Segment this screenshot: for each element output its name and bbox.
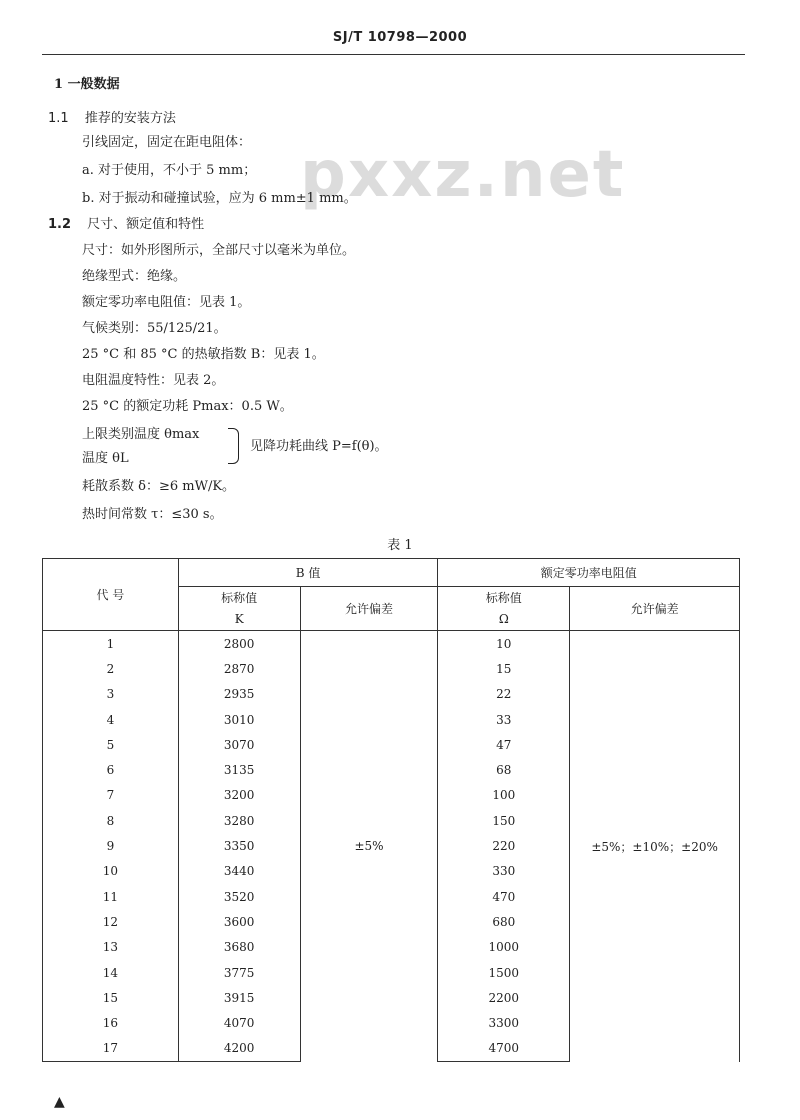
- cell-code: 6: [43, 757, 179, 782]
- cell-b-nominal: 3775: [178, 960, 300, 985]
- mounting-item-a: a. 对于使用，不小于 5 mm；: [82, 163, 257, 178]
- section-1-1-number: 1.1: [48, 111, 69, 126]
- cell-b-nominal: 4200: [178, 1036, 300, 1062]
- cell-r-nominal: 1000: [438, 935, 570, 960]
- section-1-1-title: 推荐的安装方法: [84, 111, 176, 126]
- section-1-1-heading: [48, 110, 176, 128]
- cell-r-nominal: 10: [438, 631, 570, 657]
- section-1-2-title: 尺寸、额定值和特性: [87, 217, 205, 232]
- derating-curve-ref: 见降功耗曲线 P=f(θ)。: [250, 439, 388, 454]
- cell-b-nominal: 4070: [178, 1010, 300, 1035]
- cell-code: 17: [43, 1036, 179, 1062]
- cell-code: 5: [43, 732, 179, 757]
- spec-line: 额定零功率电阻值：见表 1。: [82, 295, 251, 310]
- header-code: 代 号: [43, 559, 179, 631]
- cell-r-nominal: 100: [438, 783, 570, 808]
- cell-r-nominal: 2200: [438, 985, 570, 1010]
- table-row: [43, 631, 740, 657]
- cell-r-nominal: 15: [438, 656, 570, 681]
- cell-r-nominal: 150: [438, 808, 570, 833]
- cell-code: 4: [43, 707, 179, 732]
- spec-line: 绝缘型式：绝缘。: [82, 269, 187, 284]
- cell-code: 10: [43, 859, 179, 884]
- cell-code: 2: [43, 656, 179, 681]
- cell-r-nominal: 680: [438, 909, 570, 934]
- header-r-unit: Ω: [438, 609, 570, 631]
- dissipation-factor: 耗散系数 δ：≥6 mW/K。: [82, 479, 236, 494]
- cell-code: 12: [43, 909, 179, 934]
- cell-r-nominal: 68: [438, 757, 570, 782]
- section-1-2-number: 1.2: [48, 217, 72, 232]
- footnote-mark: ▲: [54, 1094, 65, 1110]
- spec-line: 电阻温度特性：见表 2。: [82, 373, 225, 388]
- standard-number-header: SJ/T 10798—2000: [332, 30, 468, 45]
- cell-r-nominal: 47: [438, 732, 570, 757]
- cell-b-nominal: 2800: [178, 631, 300, 657]
- header-rated-resistance: 额定零功率电阻值: [438, 559, 740, 587]
- cell-b-nominal: 2870: [178, 656, 300, 681]
- header-b-value: B 值: [178, 559, 438, 587]
- table-title: 表 1: [387, 538, 413, 553]
- header-b-nominal: 标称值: [178, 587, 300, 609]
- cell-b-nominal: 3350: [178, 833, 300, 858]
- cell-r-nominal: 330: [438, 859, 570, 884]
- spec-line: 尺寸：如外形图所示，全部尺寸以毫米为单位。: [82, 243, 356, 258]
- table-1: [42, 558, 740, 1062]
- thermal-time-constant: 热时间常数 τ：≤30 s。: [82, 507, 223, 522]
- spec-line: 25 °C 和 85 °C 的热敏指数 B：见表 1。: [82, 347, 325, 362]
- upper-category-temp: 上限类别温度 θmax: [82, 427, 200, 442]
- spec-line: 25 °C 的额定功耗 Pmax：0.5 W。: [82, 399, 293, 414]
- watermark: pxxz.net: [300, 138, 626, 212]
- cell-b-nominal: 2935: [178, 682, 300, 707]
- cell-b-nominal: 3440: [178, 859, 300, 884]
- brace: [228, 428, 239, 464]
- cell-code: 8: [43, 808, 179, 833]
- cell-code: 9: [43, 833, 179, 858]
- lower-temp: 温度 θL: [82, 451, 129, 466]
- cell-code: 1: [43, 631, 179, 657]
- cell-b-tolerance: ±5%: [300, 631, 438, 1062]
- cell-r-nominal: 470: [438, 884, 570, 909]
- spec-line: 气候类别：55/125/21。: [82, 321, 227, 336]
- cell-code: 11: [43, 884, 179, 909]
- section-1-2-heading: [48, 216, 204, 234]
- cell-code: 15: [43, 985, 179, 1010]
- cell-code: 16: [43, 1010, 179, 1035]
- mounting-text: 引线固定，固定在距电阻体：: [82, 135, 252, 150]
- cell-b-nominal: 3280: [178, 808, 300, 833]
- cell-r-nominal: 4700: [438, 1036, 570, 1062]
- header-b-unit: K: [178, 609, 300, 631]
- header-r-nominal: 标称值: [438, 587, 570, 609]
- cell-b-nominal: 3070: [178, 732, 300, 757]
- cell-r-nominal: 1500: [438, 960, 570, 985]
- cell-b-nominal: 3915: [178, 985, 300, 1010]
- cell-code: 13: [43, 935, 179, 960]
- header-b-tolerance: 允许偏差: [300, 587, 438, 631]
- cell-b-nominal: 3680: [178, 935, 300, 960]
- cell-b-nominal: 3520: [178, 884, 300, 909]
- cell-r-nominal: 22: [438, 682, 570, 707]
- cell-r-nominal: 220: [438, 833, 570, 858]
- cell-b-nominal: 3200: [178, 783, 300, 808]
- mounting-item-b: b. 对于振动和碰撞试验，应为 6 mm±1 mm。: [82, 191, 357, 206]
- section-1-heading: 1 一般数据: [54, 77, 120, 92]
- cell-code: 3: [43, 682, 179, 707]
- cell-b-nominal: 3135: [178, 757, 300, 782]
- cell-code: 14: [43, 960, 179, 985]
- cell-r-nominal: 33: [438, 707, 570, 732]
- cell-b-nominal: 3600: [178, 909, 300, 934]
- cell-r-tolerance: ±5%；±10%；±20%: [570, 631, 740, 1062]
- header-rule: [42, 54, 745, 55]
- cell-code: 7: [43, 783, 179, 808]
- cell-b-nominal: 3010: [178, 707, 300, 732]
- header-r-tolerance: 允许偏差: [570, 587, 740, 631]
- cell-r-nominal: 3300: [438, 1010, 570, 1035]
